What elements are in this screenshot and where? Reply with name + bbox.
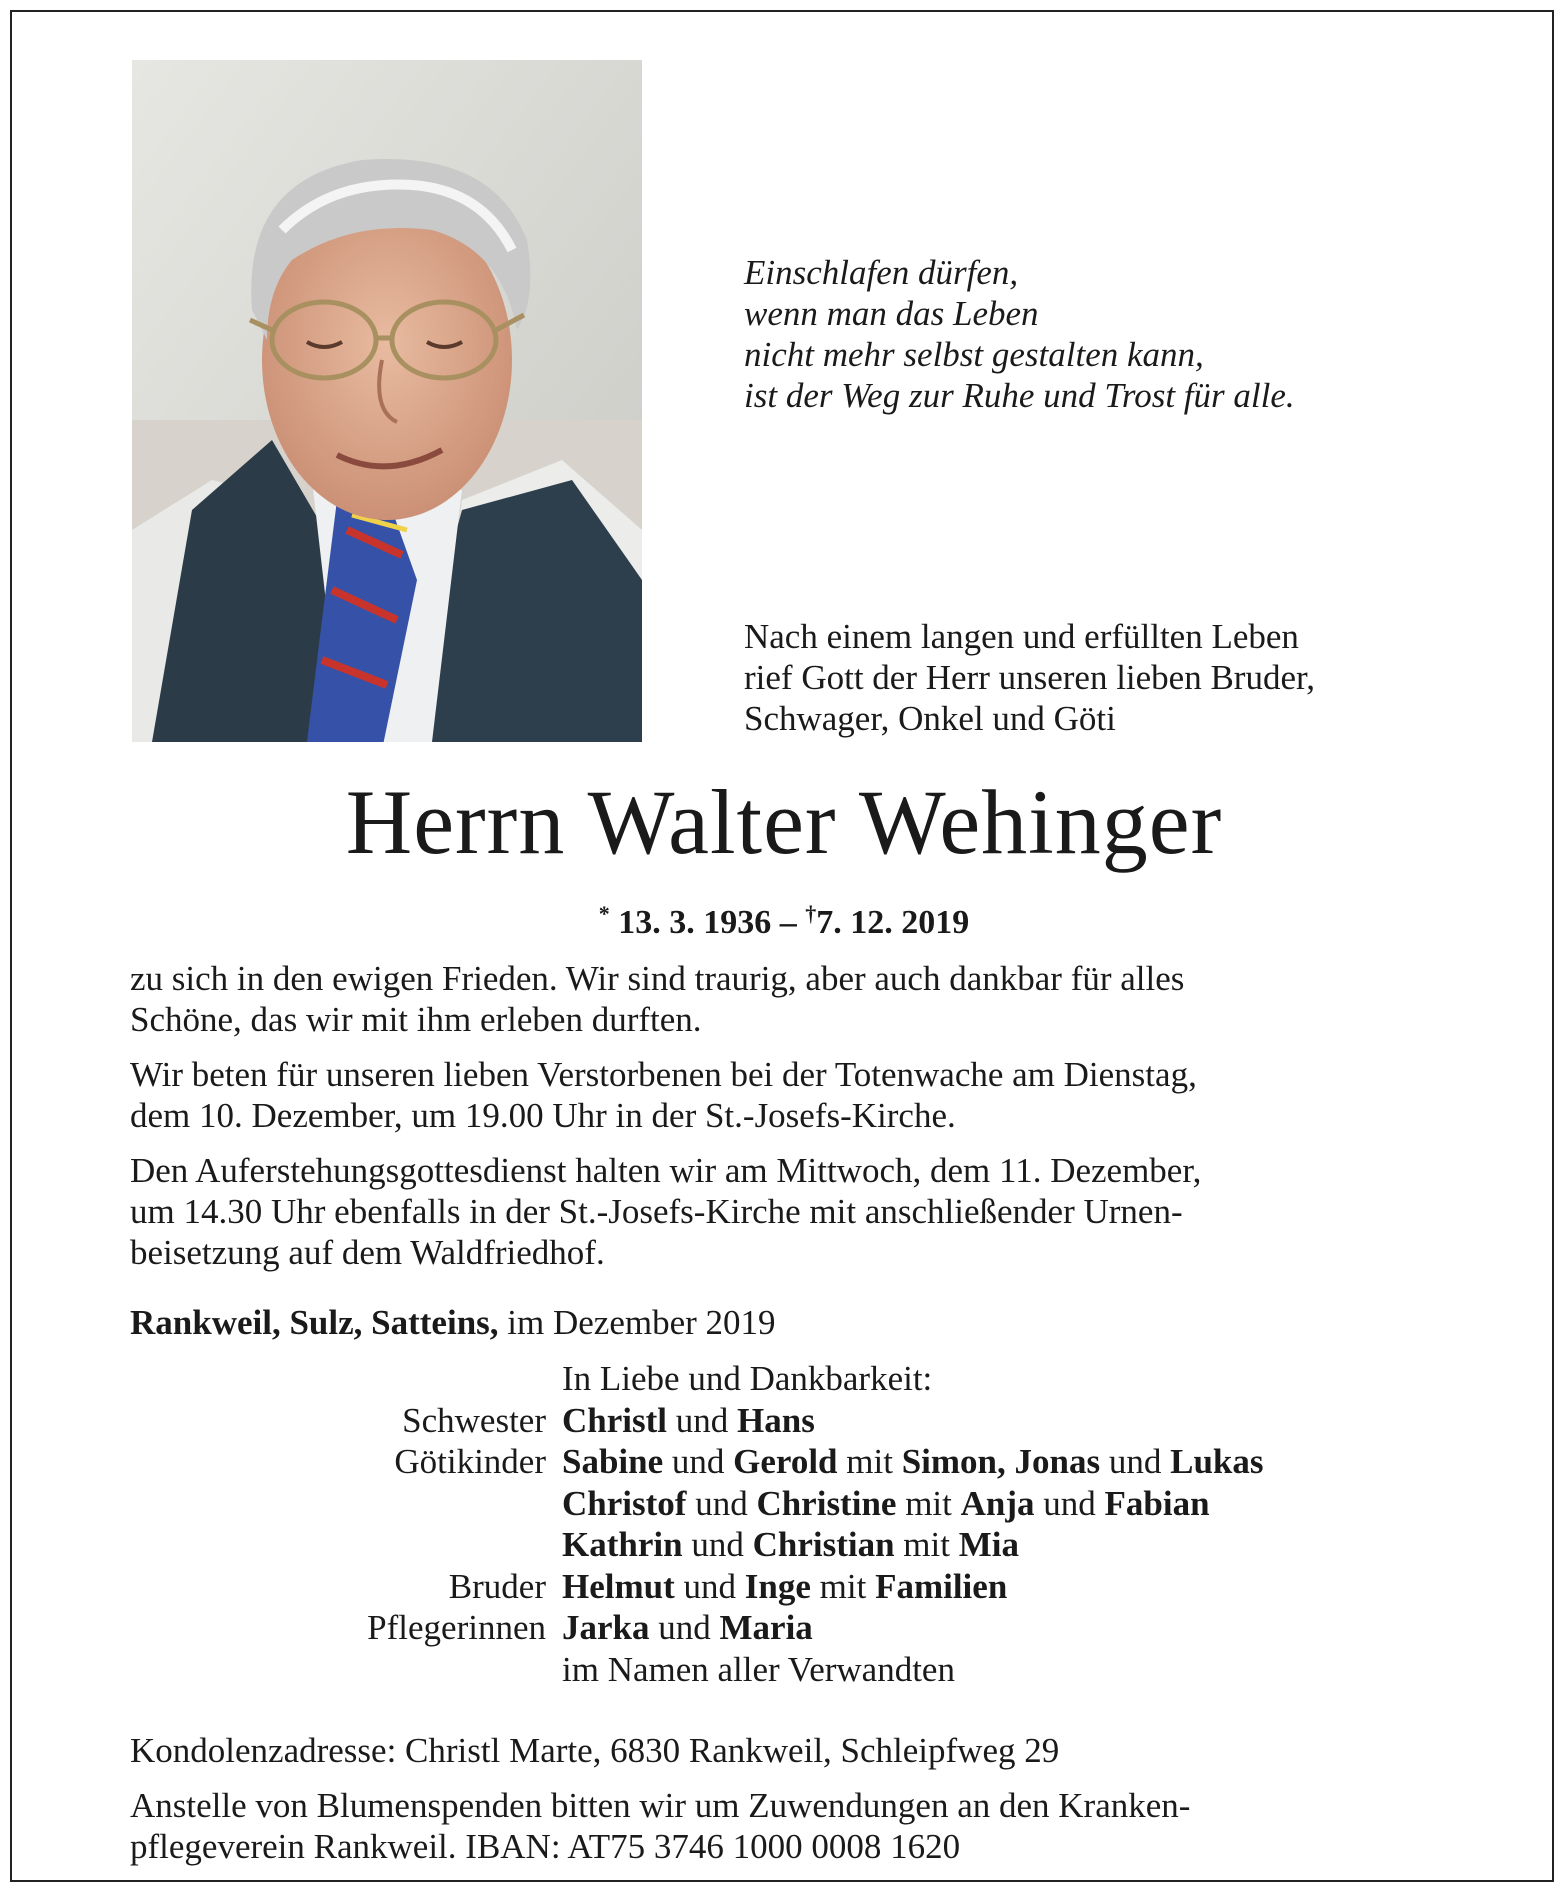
mourner-relation: Götikinder: [394, 1442, 546, 1481]
mourner-names: [562, 1400, 1460, 1442]
donation-note: [130, 1785, 1450, 1867]
mourner-names: [562, 1607, 1460, 1649]
mourner-name: Sabine: [562, 1442, 664, 1481]
verse: [744, 252, 1484, 416]
mourner-name: Mia: [958, 1525, 1019, 1564]
death-symbol: †: [805, 901, 817, 926]
verse-line: Einschlafen dürfen,: [744, 253, 1019, 292]
mourner-name: Helmut: [562, 1566, 675, 1606]
condolence-line: Kondolenzadresse: Christl Marte, 6830 Rankweil, Schleipfweg 29: [130, 1731, 1060, 1770]
mourner-name: Gerold: [733, 1442, 838, 1481]
mourner-name: Christian: [752, 1525, 895, 1564]
mourners-heading-row: [130, 1358, 1460, 1400]
announcement-body: [130, 958, 1450, 1287]
mourner-names: [562, 1524, 1460, 1566]
mourner-connector: mit: [837, 1442, 902, 1481]
mourner-connector: und: [663, 1442, 734, 1481]
mourner-name: Christine: [756, 1483, 897, 1523]
mourner-name: Fabian: [1104, 1483, 1210, 1523]
places: Rankweil, Sulz, Satteins,: [130, 1303, 499, 1342]
mourners-closing: im Namen aller Verwandten: [562, 1649, 955, 1689]
notice-date: im Dezember 2019: [507, 1303, 776, 1342]
date-separator: –: [779, 904, 797, 941]
mourner-connector: und: [667, 1400, 737, 1440]
mourner-connector: und: [1034, 1483, 1105, 1523]
obituary-notice: [10, 10, 1554, 1882]
intro-line: Nach einem langen und erfüllten Leben: [744, 617, 1299, 656]
deceased-name: Herrn Walter Wehinger: [345, 771, 1223, 873]
body-line: Den Auferstehungsgottesdienst halten wir am Mittwoch, dem 11. Dezember,: [130, 1151, 1202, 1190]
mourner-names: [562, 1441, 1460, 1483]
intro-line: rief Gott der Herr unseren lieben Bruder,: [744, 658, 1316, 697]
mourner-name: Lukas: [1170, 1442, 1264, 1481]
portrait-image: [132, 60, 642, 742]
body-line: Schöne, das wir mit ihm erleben durften.: [130, 1000, 702, 1039]
body-line: dem 10. Dezember, um 19.00 Uhr in der St.-Josefs-Kirche.: [130, 1096, 956, 1135]
condolence-address: [130, 1730, 1450, 1771]
mourner-name: Maria: [719, 1608, 813, 1647]
verse-line: nicht mehr selbst gestalten kann,: [744, 335, 1204, 374]
mourner-row: [130, 1524, 1460, 1566]
mourner-connector: mit: [894, 1525, 959, 1564]
mourner-row: [130, 1400, 1460, 1442]
death-date: 7. 12. 2019: [816, 904, 970, 941]
donation-line: Anstelle von Blumenspenden bitten wir um Zuwendungen an den Kranken-: [130, 1786, 1191, 1825]
body-line: beisetzung auf dem Waldfriedhof.: [130, 1233, 605, 1272]
mourner-row: [130, 1566, 1460, 1608]
paragraph-wake: [130, 1054, 1450, 1136]
mourners-list: [130, 1358, 1460, 1690]
mourner-relation: [130, 1524, 562, 1566]
mourner-connector: mit: [810, 1566, 876, 1606]
mourner-name: Anja: [960, 1483, 1035, 1523]
verse-line: ist der Weg zur Ruhe und Trost für alle.: [744, 376, 1295, 415]
paragraph-peace: [130, 958, 1450, 1040]
mourner-relation: Pflegerinnen: [367, 1608, 546, 1647]
mourner-names: [562, 1566, 1460, 1608]
mourner-name: Christl: [562, 1400, 667, 1440]
verse-line: wenn man das Leben: [744, 294, 1039, 333]
mourner-row: [130, 1607, 1460, 1649]
paragraph-service: [130, 1150, 1450, 1273]
birth-date: 13. 3. 1936: [618, 904, 772, 941]
mourner-name: Inge: [744, 1566, 811, 1606]
mourner-connector: mit: [896, 1483, 961, 1523]
mourner-name: Simon, Jonas: [901, 1442, 1101, 1481]
mourners-heading: In Liebe und Dankbarkeit:: [562, 1359, 933, 1398]
mourners-closing-row: [130, 1649, 1460, 1691]
portrait-photo: [132, 60, 642, 742]
donation-line: pflegeverein Rankweil. IBAN: AT75 3746 1000 0008 1620: [130, 1827, 961, 1866]
mourner-relation: Bruder: [448, 1566, 546, 1606]
mourner-name: Christof: [562, 1483, 687, 1523]
mourner-relation: [130, 1483, 562, 1525]
body-line: um 14.30 Uhr ebenfalls in der St.-Josefs-Kirche mit anschließender Urnen-: [130, 1192, 1183, 1231]
mourner-connector: und: [686, 1483, 757, 1523]
mourner-relation: Schwester: [402, 1400, 546, 1440]
life-dates: [12, 894, 1556, 943]
intro-text: [744, 616, 1504, 739]
intro-line: Schwager, Onkel und Göti: [744, 699, 1116, 738]
mourner-row: [130, 1441, 1460, 1483]
mourner-connector: und: [1100, 1442, 1171, 1481]
footer-info: [130, 1730, 1450, 1881]
mourner-name: Kathrin: [562, 1525, 683, 1564]
mourner-name: Jarka: [562, 1608, 650, 1647]
mourner-connector: und: [674, 1566, 745, 1606]
place-and-date: [130, 1302, 1430, 1343]
birth-symbol: *: [598, 901, 610, 926]
mourner-names: [562, 1483, 1460, 1525]
body-line: Wir beten für unseren lieben Verstorbenen bei der Totenwache am Dienstag,: [130, 1055, 1197, 1094]
mourner-name: Hans: [737, 1400, 815, 1440]
body-line: zu sich in den ewigen Frieden. Wir sind traurig, aber auch dankbar für alles: [130, 959, 1185, 998]
mourner-name: Familien: [875, 1566, 1008, 1606]
mourner-row: [130, 1483, 1460, 1525]
mourner-connector: und: [682, 1525, 753, 1564]
mourner-connector: und: [649, 1608, 720, 1647]
